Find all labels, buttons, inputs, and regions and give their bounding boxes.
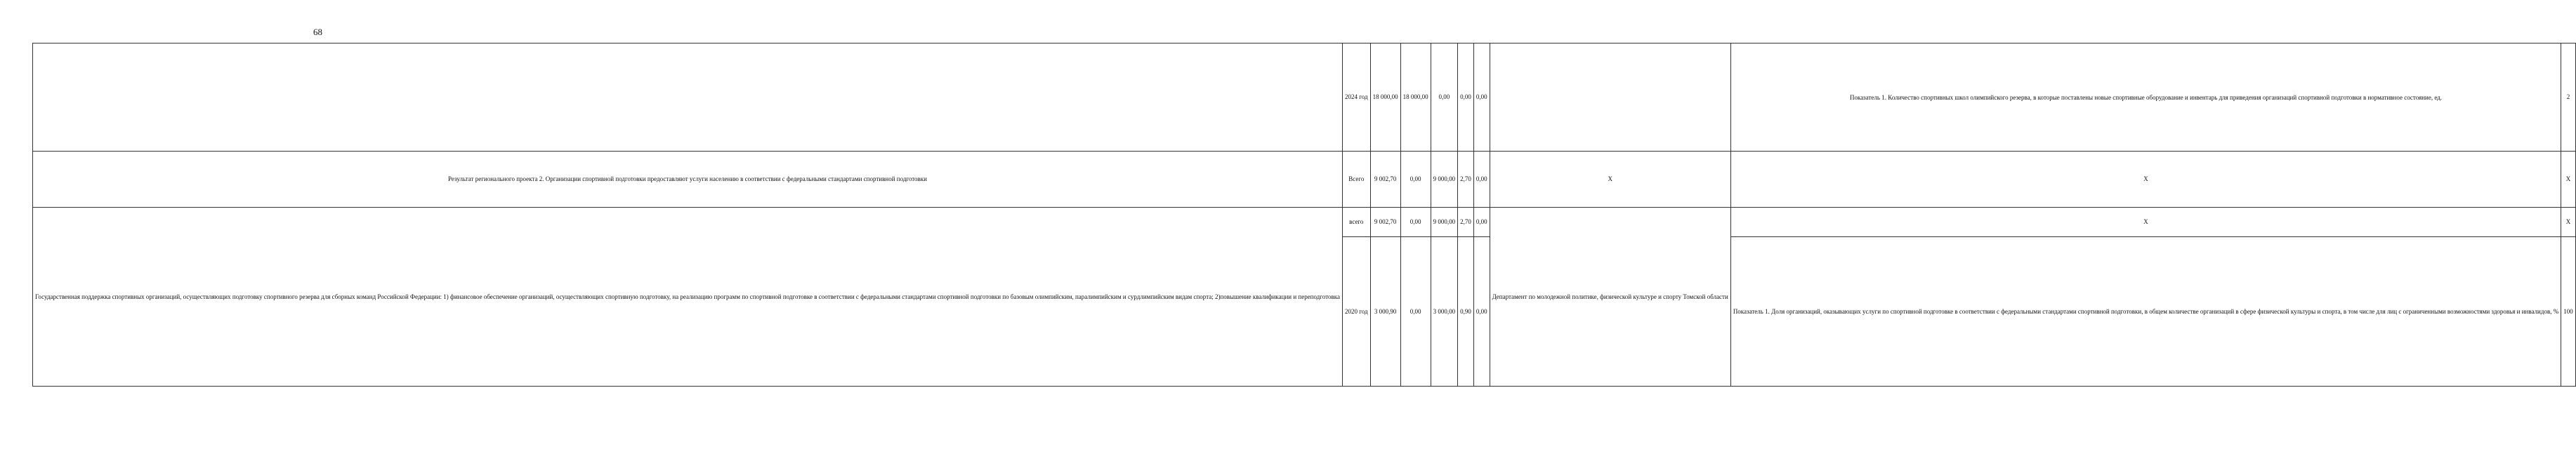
total-cell: 9 002,70 (1370, 208, 1400, 237)
indicator-cell: X (1730, 152, 2561, 208)
indicator-value-cell: X (2561, 152, 2576, 208)
table-row (33, 43, 2576, 152)
funding-cell: 0,00 (1473, 152, 1490, 208)
funding-cell: 3 000,00 (1431, 237, 1458, 387)
executor-cell (1490, 43, 1730, 152)
table-row (33, 208, 2576, 237)
period-cell: Всего (1343, 152, 1371, 208)
funding-cell: 2,70 (1458, 152, 1474, 208)
funding-cell: 0,00 (1431, 43, 1458, 152)
event-name-cell (33, 43, 1343, 152)
page-number: 68 (313, 27, 322, 37)
funding-cell: 0,00 (1473, 208, 1490, 237)
funding-cell: 0,00 (1400, 152, 1431, 208)
period-cell: 2020 год (1343, 237, 1371, 387)
executor-cell: Департамент по молодежной политике, физической культуре и спорту Томской области (1490, 208, 1730, 387)
funding-cell: 0,90 (1458, 237, 1474, 387)
table-row (33, 152, 2576, 208)
total-cell: 18 000,00 (1370, 43, 1400, 152)
funding-cell: 18 000,00 (1400, 43, 1431, 152)
indicator-cell: X (1730, 208, 2561, 237)
funding-cell: 2,70 (1458, 208, 1474, 237)
indicator-cell: Показатель 1. Доля организаций, оказывающих услуги по спортивной подготовке в соответствии с федеральными стандартами спортивной подготовки, в общем количестве организаций в сфере физической культуры и спорта, в том числе для лиц с ограниченными возможностями здоровья и инвалидов, % (1730, 237, 2561, 387)
indicator-value-cell: X (2561, 208, 2576, 237)
event-name-cell: Результат регионального проекта 2. Организации спортивной подготовки предоставляют услуги населению в соответствии с федеральными стандартами спортивной подготовки (33, 152, 1343, 208)
total-cell: 9 002,70 (1370, 152, 1400, 208)
funding-cell: 0,00 (1473, 237, 1490, 387)
funding-cell: 0,00 (1473, 43, 1490, 152)
period-cell: всего (1343, 208, 1371, 237)
event-name-cell: Государственная поддержка спортивных организаций, осуществляющих подготовку спортивного резерва для сборных команд Российской Федерации: 1) финансовое обеспечение организаций, осуществляющих спортивную подготовку, на реализацию программ по спортивной подготовке в соответствии с федеральными стандартами спортивной подготовки по базовым олимпийским, паралимпийским и сурдлимпийским видам спорта; 2)повышение квалификации и переподготовка (33, 208, 1343, 387)
funding-cell: 0,00 (1458, 43, 1474, 152)
funding-cell: 0,00 (1400, 208, 1431, 237)
executor-cell: X (1490, 152, 1730, 208)
indicator-cell: Показатель 1. Количество спортивных школ олимпийского резерва, в которые поставлены новые спортивные оборудование и инвентарь для приведения организаций спортивной подготовки в нормативное состояние, ед. (1730, 43, 2561, 152)
funding-cell: 0,00 (1400, 237, 1431, 387)
funding-cell: 9 000,00 (1431, 152, 1458, 208)
period-cell: 2024 год (1343, 43, 1371, 152)
program-table (32, 43, 2576, 387)
funding-cell: 9 000,00 (1431, 208, 1458, 237)
total-cell: 3 000,90 (1370, 237, 1400, 387)
indicator-value-cell: 2 (2561, 43, 2576, 152)
indicator-value-cell: 100 (2561, 237, 2576, 387)
